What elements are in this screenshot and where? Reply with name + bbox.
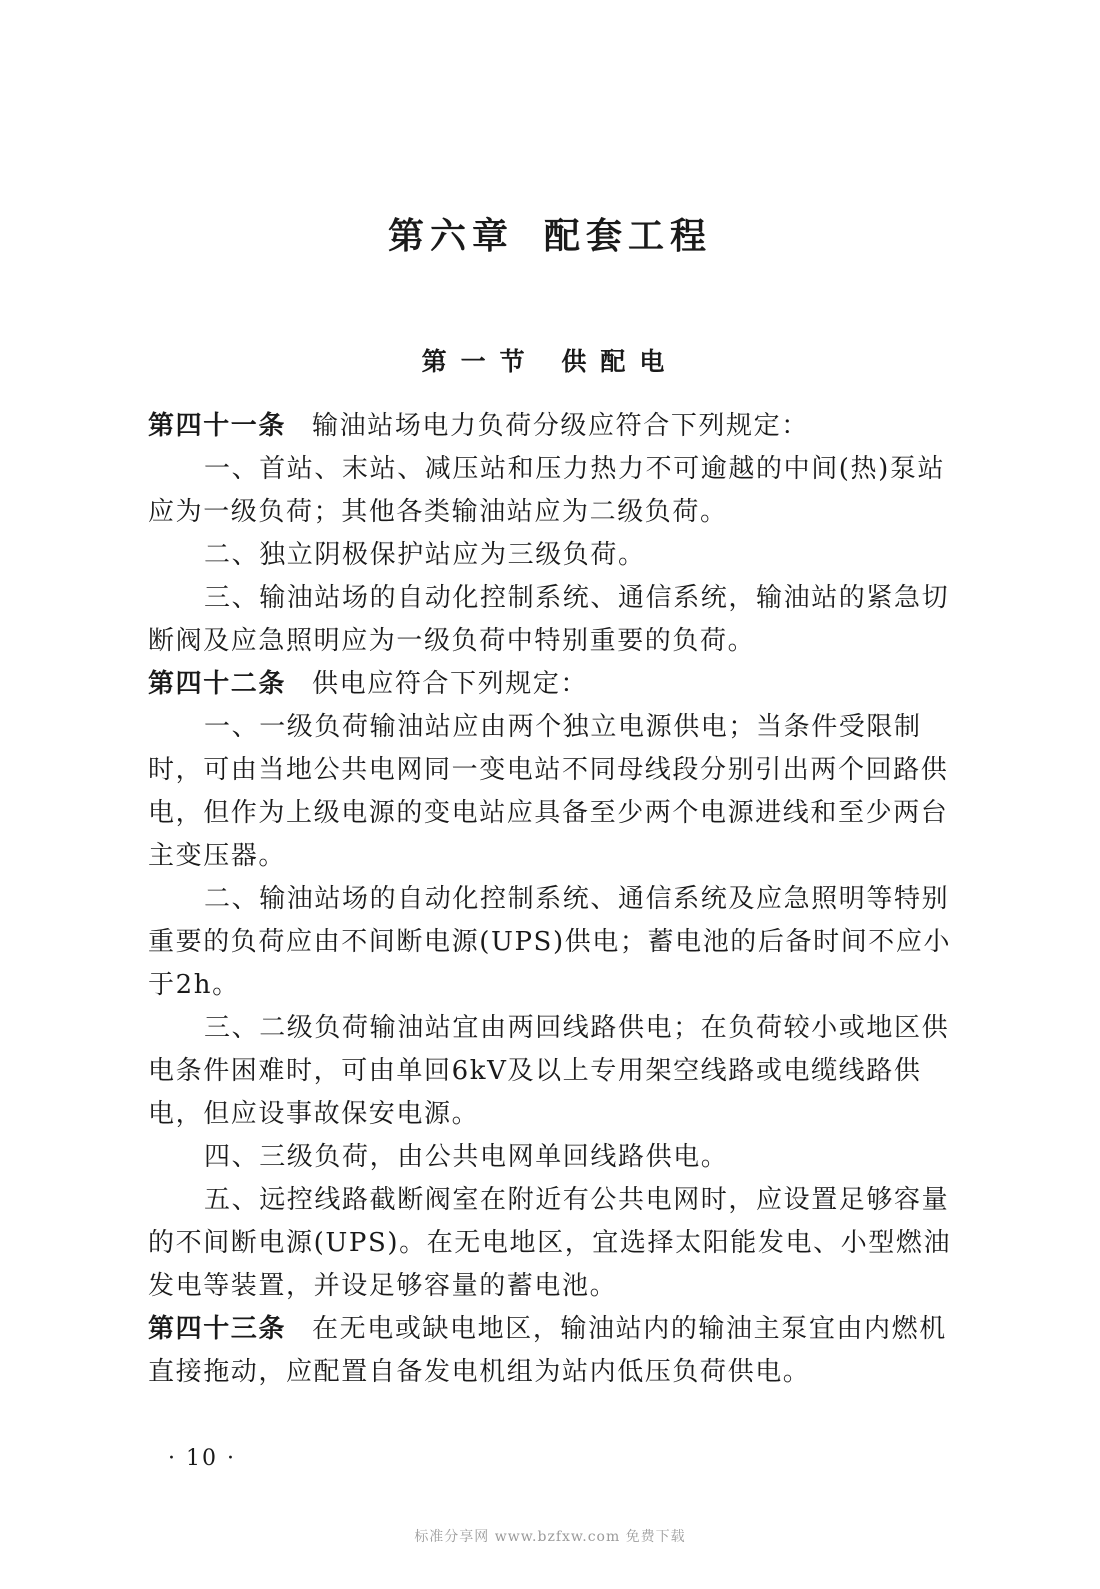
article-43 <box>148 1308 960 1394</box>
article-42-item-3: 三、二级负荷输油站宜由两回线路供电；在负荷较小或地区供电条件困难时，可由单回6kV及以上专用架空线路或电缆线路供电，但应设事故保安电源。 <box>148 1013 950 1129</box>
chapter-title <box>0 208 1100 259</box>
article-41-item-2: 二、独立阴极保护站应为三级负荷。 <box>204 540 646 570</box>
article-42 <box>148 663 960 706</box>
article-number: 第四十二条 <box>148 669 287 699</box>
footer-watermark: 标准分享网 www.bzfxw.com 免费下载 <box>414 1529 686 1545</box>
section-title: 第一节 供配电 <box>421 347 679 376</box>
article-number: 第四十一条 <box>148 411 287 441</box>
page-number: · 10 · <box>168 1446 236 1471</box>
chapter-number: 第六章 <box>387 216 514 257</box>
article-41-item-3: 三、输油站场的自动化控制系统、通信系统，输油站的紧急切断阀及应急照明应为一级负荷中特别重要的负荷。 <box>148 583 950 656</box>
article-text: 供电应符合下列规定： <box>312 669 589 699</box>
article-number: 第四十三条 <box>148 1314 287 1344</box>
body-text <box>148 405 960 1394</box>
article-41 <box>148 405 960 448</box>
article-41-item-1: 一、首站、末站、减压站和压力热力不可逾越的中间(热)泵站应为一级负荷；其他各类输油站应为二级负荷。 <box>148 454 946 527</box>
chapter-name: 配套工程 <box>544 216 713 257</box>
article-text: 在无电或缺电地区，输油站内的输油主泵宜由内燃机直接拖动，应配置自备发电机组为站内低压负荷供电。 <box>148 1314 947 1387</box>
article-42-item-4: 四、三级负荷，由公共电网单回线路供电。 <box>204 1142 729 1172</box>
article-42-item-5: 五、远控线路截断阀室在附近有公共电网时，应设置足够容量的不间断电源(UPS)。在无电地区，宜选择太阳能发电、小型燃油发电等装置，并设足够容量的蓄电池。 <box>148 1185 952 1301</box>
article-42-item-2: 二、输油站场的自动化控制系统、通信系统及应急照明等特别重要的负荷应由不间断电源(UPS)供电；蓄电池的后备时间不应小于2h。 <box>148 884 952 1000</box>
article-42-item-1: 一、一级负荷输油站应由两个独立电源供电；当条件受限制时，可由当地公共电网同一变电站不同母线段分别引出两个回路供电，但作为上级电源的变电站应具备至少两个电源进线和至少两台主变压器。 <box>148 712 949 871</box>
article-text: 输油站场电力负荷分级应符合下列规定： <box>312 411 809 441</box>
